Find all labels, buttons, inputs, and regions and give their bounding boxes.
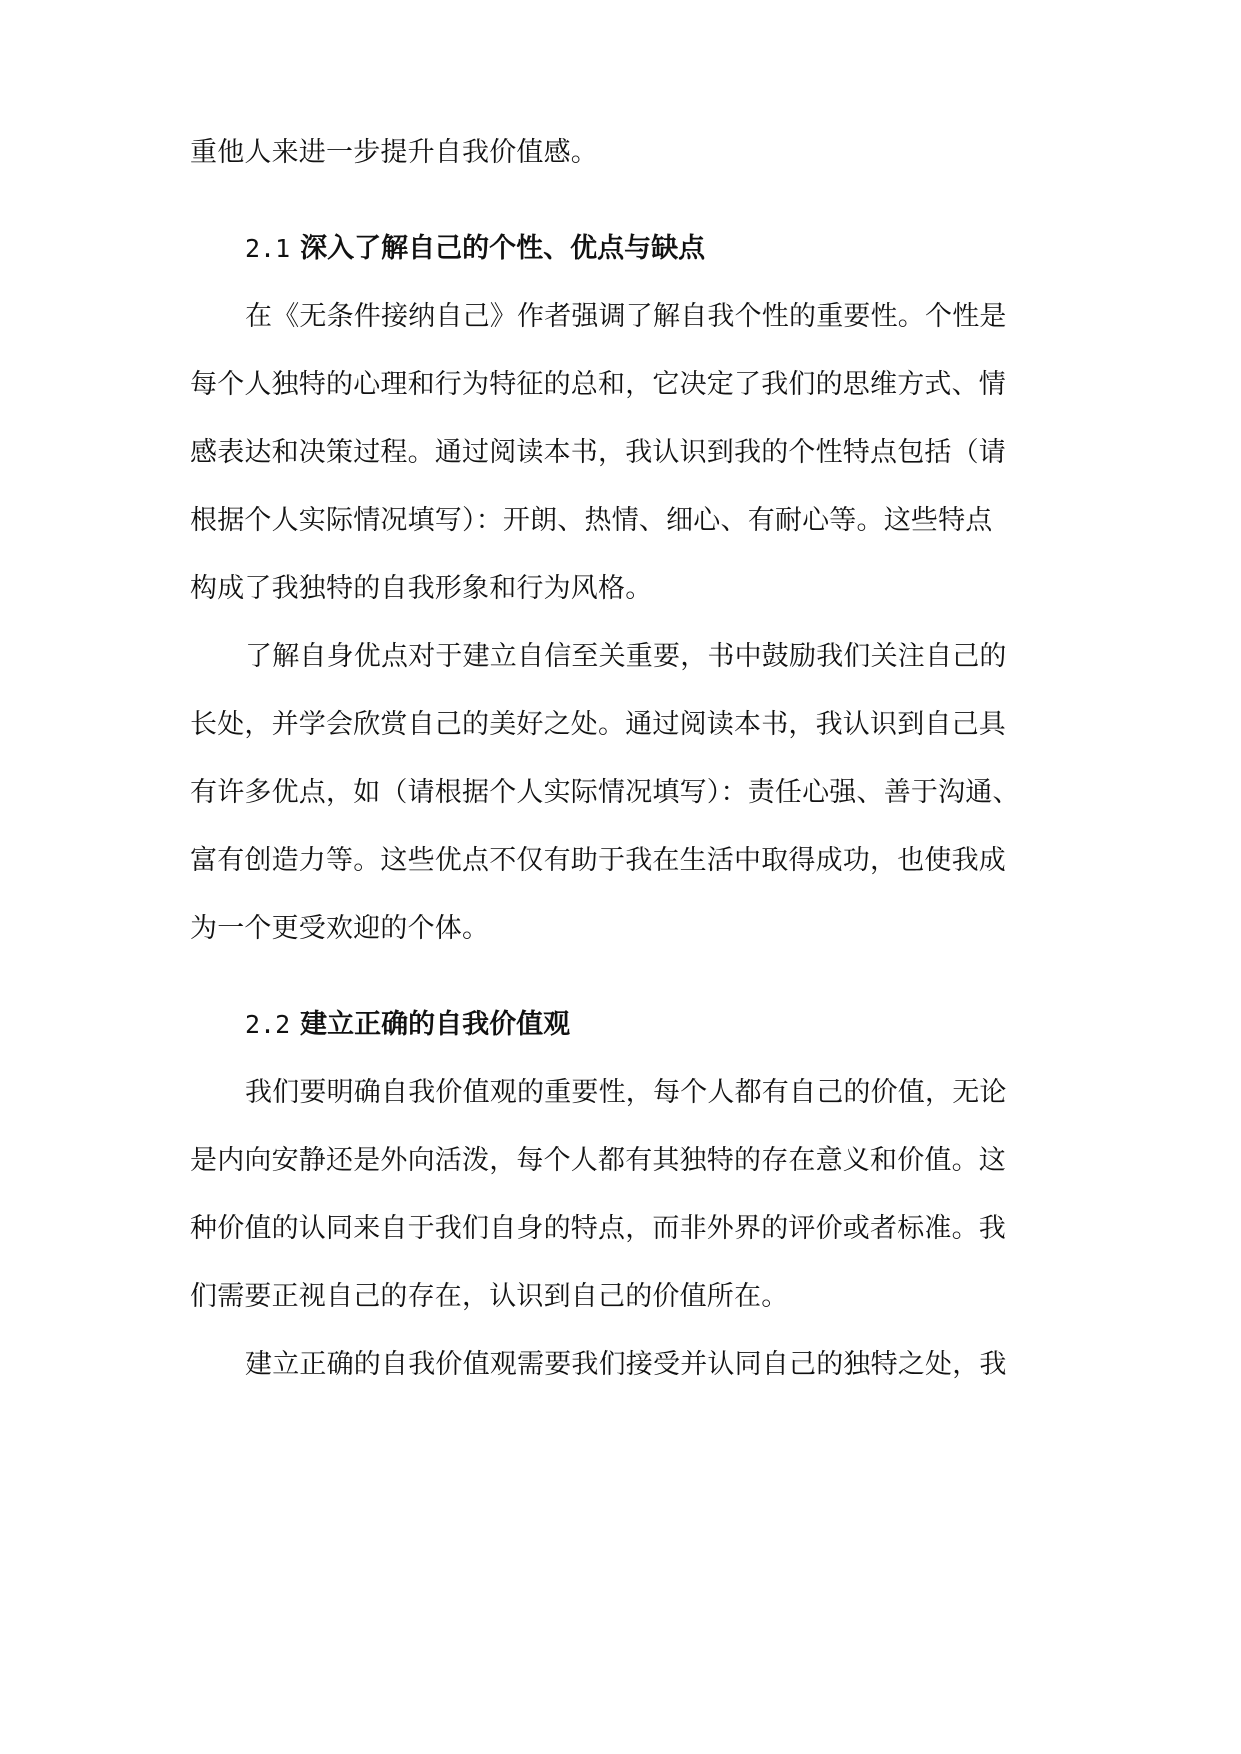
paragraph-line: 是内向安静还是外向活泼，每个人都有其独特的存在意义和价值。这: [190, 1145, 1006, 1176]
paragraph-continuation: 重他人来进一步提升自我价值感。: [190, 137, 598, 168]
section-number: 2.2: [245, 1010, 291, 1039]
section-title: 建立正确的自我价值观: [300, 1009, 571, 1040]
paragraph-line: 种价值的认同来自于我们自身的特点，而非外界的评价或者标准。我: [190, 1213, 1006, 1244]
section-number: 2.1: [245, 234, 291, 263]
section-title: 深入了解自己的个性、优点与缺点: [300, 233, 706, 264]
paragraph-line: 有许多优点，如（请根据个人实际情况填写）：责任心强、善于沟通、: [190, 777, 1020, 808]
paragraph-line: 每个人独特的心理和行为特征的总和，它决定了我们的思维方式、情: [190, 369, 1006, 400]
paragraph-line: 长处，并学会欣赏自己的美好之处。通过阅读本书，我认识到自己具: [190, 709, 1006, 740]
section-heading-2-1: [245, 229, 705, 269]
paragraph-line: 富有创造力等。这些优点不仅有助于我在生活中取得成功，也使我成: [190, 845, 1006, 876]
paragraph-line: 建立正确的自我价值观需要我们接受并认同自己的独特之处，我: [245, 1349, 1007, 1380]
paragraph-line: 在《无条件接纳自己》作者强调了解自我个性的重要性。个性是: [245, 301, 1007, 332]
paragraph-line: 们需要正视自己的存在，认识到自己的价值所在。: [190, 1281, 789, 1312]
paragraph-line: 感表达和决策过程。通过阅读本书，我认识到我的个性特点包括（请: [190, 437, 1006, 468]
paragraph-line: 为一个更受欢迎的个体。: [190, 913, 490, 944]
paragraph-line: 我们要明确自我价值观的重要性，每个人都有自己的价值，无论: [245, 1077, 1007, 1108]
paragraph-line: 了解自身优点对于建立自信至关重要，书中鼓励我们关注自己的: [245, 641, 1007, 672]
paragraph-line: 根据个人实际情况填写）：开朗、热情、细心、有耐心等。这些特点: [190, 505, 993, 536]
section-heading-2-2: [245, 1005, 570, 1045]
paragraph-line: 构成了我独特的自我形象和行为风格。: [190, 573, 653, 604]
